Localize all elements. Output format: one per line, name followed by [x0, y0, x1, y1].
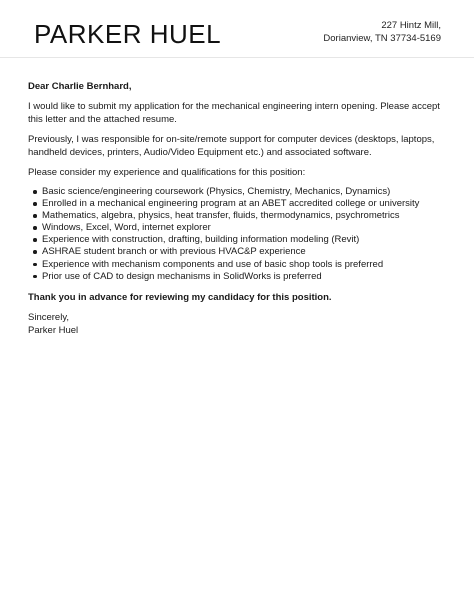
qualifications-intro: Please consider my experience and qualifications for this position: — [28, 167, 306, 178]
list-item — [33, 198, 448, 210]
signature: Parker Huel — [28, 324, 79, 336]
list-item — [33, 246, 448, 258]
bullet-icon — [33, 214, 37, 218]
list-item — [33, 186, 448, 198]
bullet-icon — [33, 190, 37, 194]
bullet-icon — [33, 238, 37, 242]
salutation: Dear Charlie Bernhard, — [28, 81, 132, 92]
qualification-text: Windows, Excel, Word, internet explorer — [42, 222, 211, 234]
qualification-text: Experience with construction, drafting, building information modeling (Revit) — [42, 234, 360, 246]
qualification-text: Enrolled in a mechanical engineering program at an ABET accredited college or university — [42, 198, 420, 210]
qualifications-list — [28, 186, 448, 283]
bullet-icon — [33, 275, 37, 279]
closing: Sincerely, — [28, 311, 70, 323]
bullet-icon — [33, 263, 37, 267]
address-line-2: Dorianview, TN 37734-5169 — [323, 33, 441, 44]
list-item — [33, 259, 448, 271]
list-item — [33, 210, 448, 222]
bullet-icon — [33, 202, 37, 206]
qualification-text: Prior use of CAD to design mechanisms in SolidWorks is preferred — [42, 270, 322, 282]
signoff — [28, 311, 448, 337]
thanks-statement: Thank you in advance for reviewing my candidacy for this position. — [28, 291, 332, 303]
letter-body — [28, 80, 448, 337]
qualification-text: Mathematics, algebra, physics, heat transfer, fluids, thermodynamics, psychrometrics — [42, 210, 400, 222]
applicant-name: PARKER HUEL — [34, 19, 222, 49]
list-item — [33, 234, 448, 246]
bullet-icon — [33, 250, 37, 254]
experience-paragraph: Previously, I was responsible for on-site/remote support for computer devices (desktops, laptops, handheld devices, printers, Audio/Video Equipment etc.) and associated software. — [28, 134, 435, 158]
bullet-icon — [33, 226, 37, 230]
intro-paragraph: I would like to submit my application for the mechanical engineering intern opening. Please accept this letter and the attached resume. — [28, 101, 440, 125]
qualification-text: Experience with mechanism components and use of basic shop tools is preferred — [42, 258, 384, 270]
qualification-text: Basic science/engineering coursework (Physics, Chemistry, Mechanics, Dynamics) — [42, 186, 391, 197]
list-item — [33, 271, 448, 283]
list-item — [33, 222, 448, 234]
address-line-1: 227 Hintz Mill, — [381, 20, 441, 31]
qualification-text: ASHRAE student branch or with previous HVAC&P experience — [42, 246, 306, 258]
header-divider — [0, 57, 474, 58]
applicant-address — [323, 19, 441, 45]
